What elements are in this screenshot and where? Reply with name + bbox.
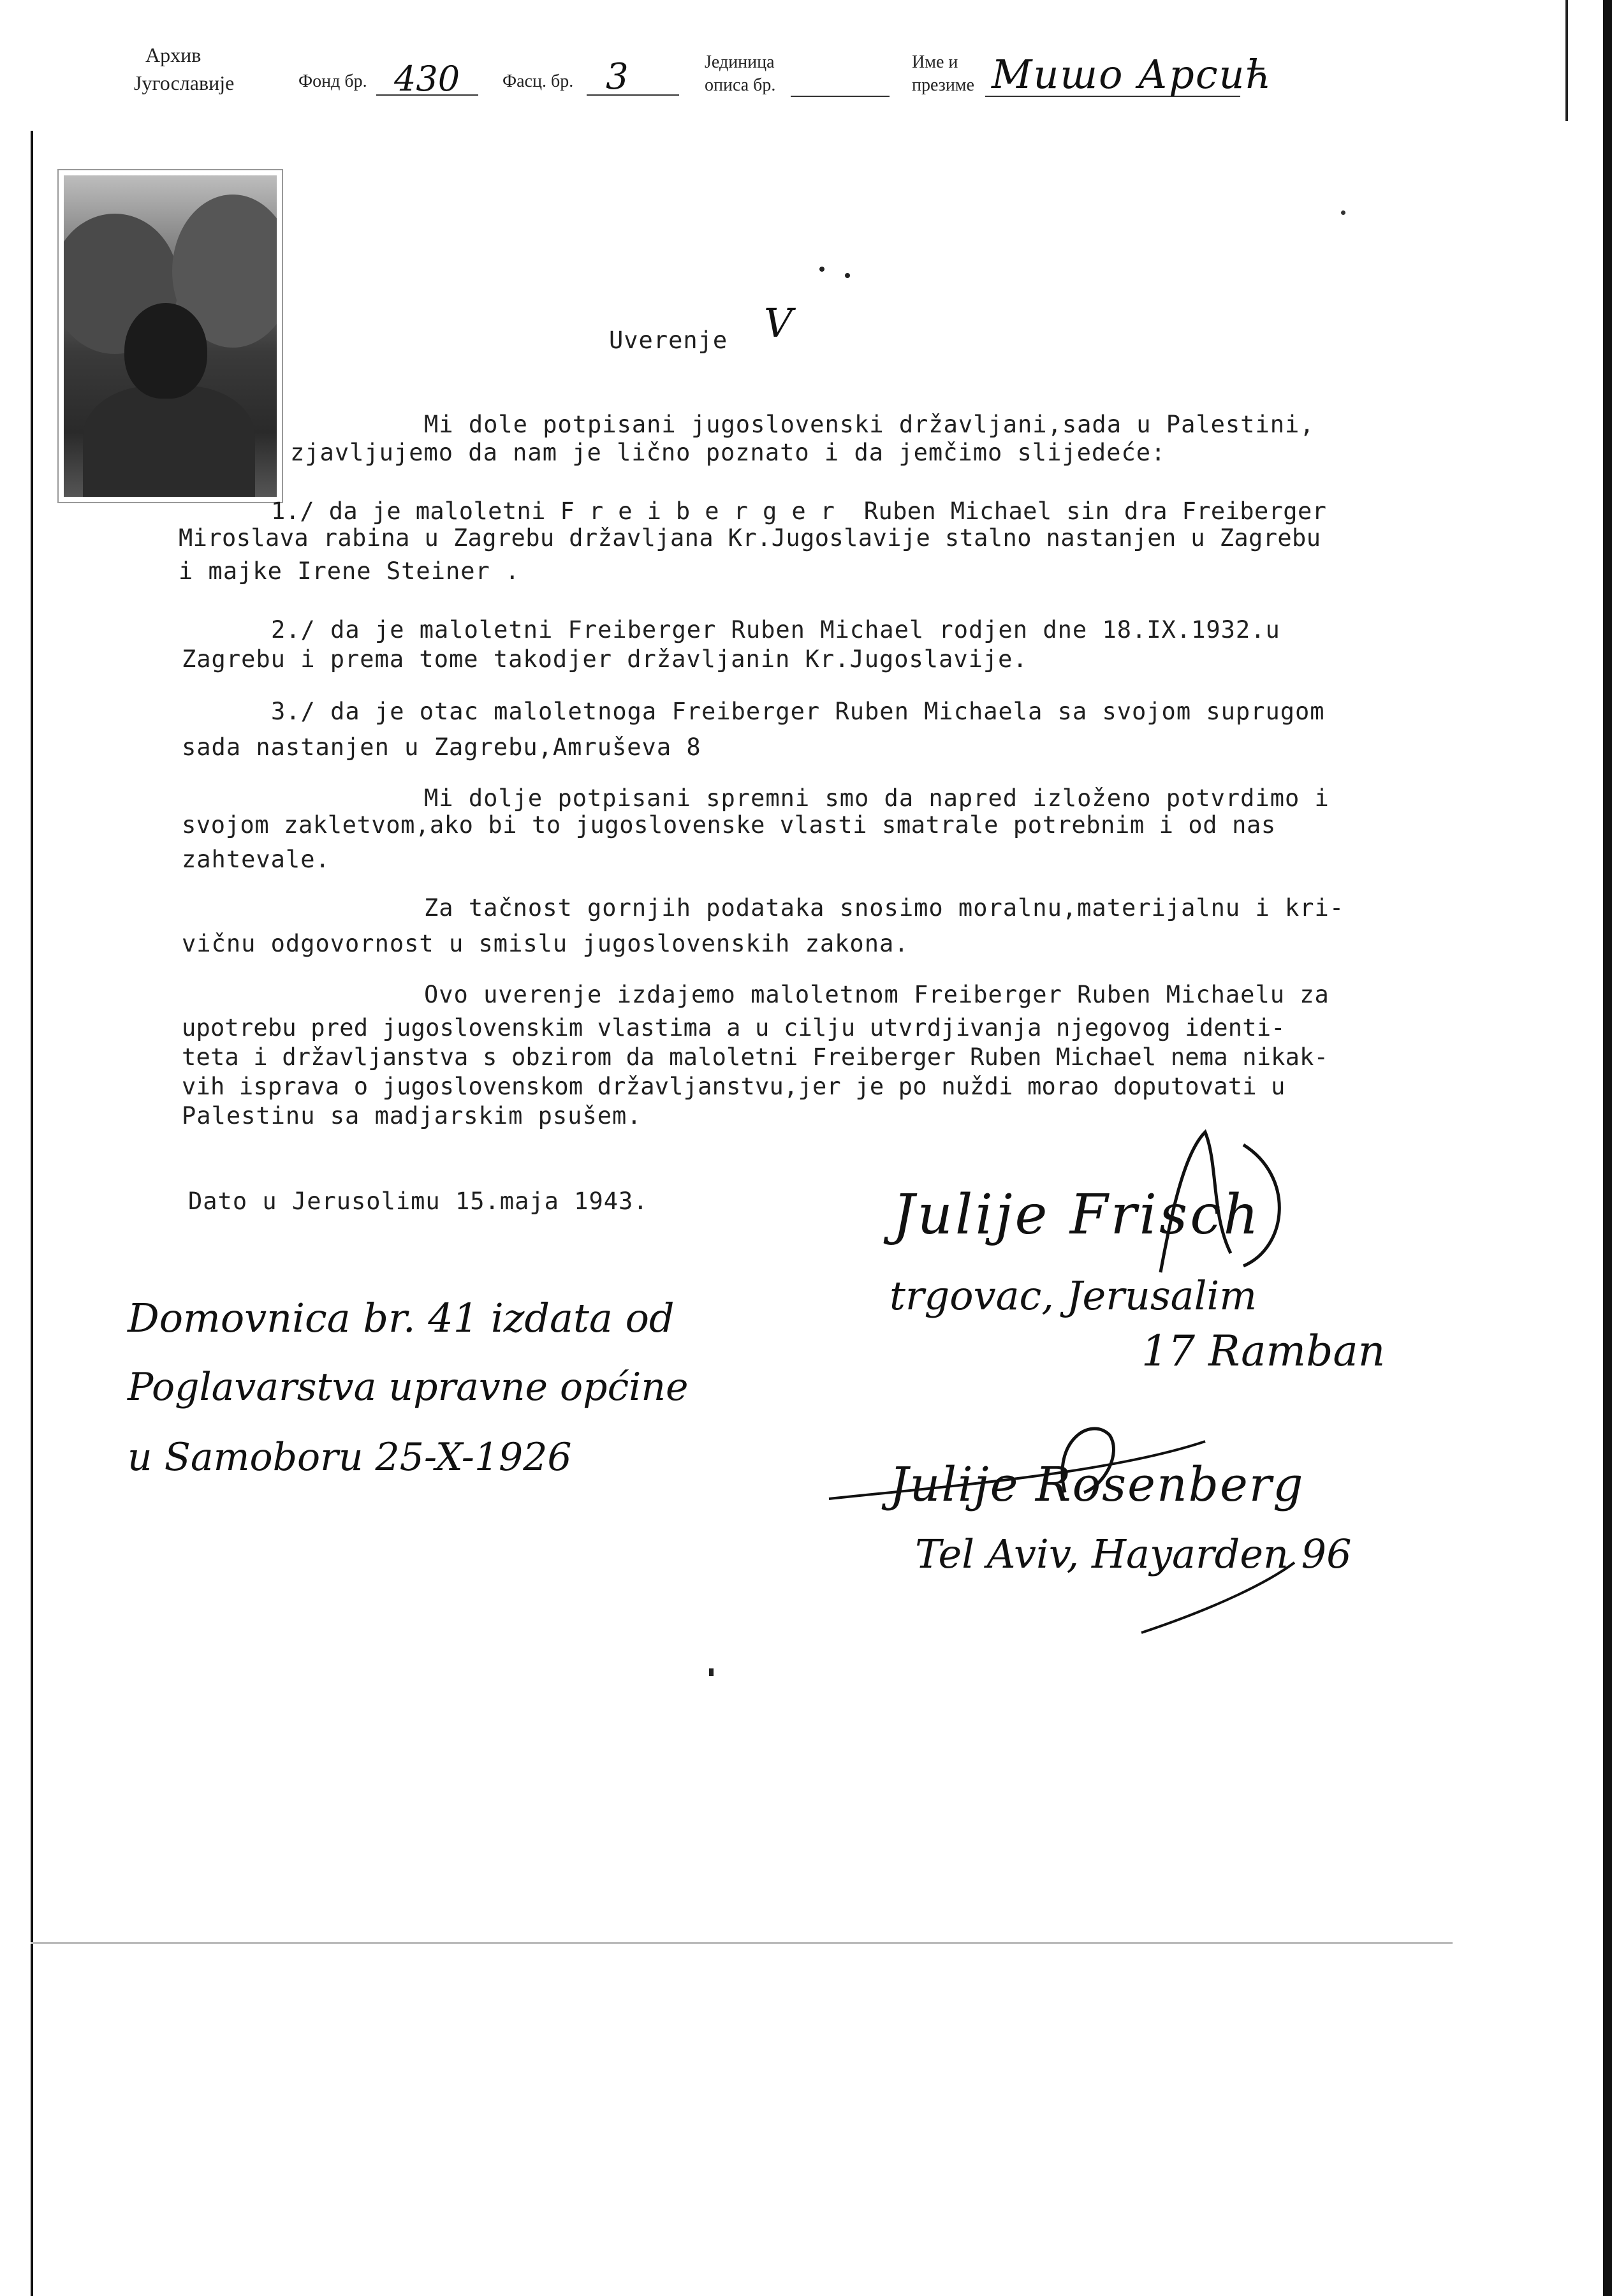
body-line-11: svojom zakletvom,ako bi to jugoslovenske vlasti smatrale potrebnim i od nas [182, 811, 1276, 839]
body-line-9: sada nastanjen u Zagrebu,Amruševa 8 [182, 733, 701, 761]
archive-name-line2: Југославије [134, 71, 235, 94]
body-line-15: Ovo uverenje izdajemo maloletnom Freiberger Ruben Michaelu za [424, 981, 1330, 1008]
body-line-4: Miroslava rabina u Zagrebu državljana Kr.Jugoslavije stalno nastanjen u Zagrebu [179, 524, 1321, 552]
body-line-8: 3./ da je otac maloletnoga Freiberger Ruben Michaela sa svojom suprugom [271, 698, 1325, 725]
ink-dot [845, 273, 850, 278]
body-line-10: Mi dolje potpisani spremni smo da napred izloženo potvrdimo i [424, 784, 1330, 812]
signature-1-name: Julije Frisch [893, 1183, 1261, 1247]
attached-photo [57, 169, 283, 503]
fasc-value: 3 [606, 56, 629, 98]
ink-dot [709, 1668, 714, 1676]
body-line-14: vičnu odgovornost u smislu jugoslovenskih zakona. [182, 930, 909, 957]
body-line-18: vih isprava o jugoslovenskom državljanstvu,jer je po nuždi morao doputovati u [182, 1073, 1286, 1100]
name-label-line2: презиме [912, 75, 974, 95]
body-line-7: Zagrebu i prema tome takodjer državljanin Kr.Jugoslavije. [182, 645, 1028, 673]
page-frame-left-edge [31, 131, 33, 2296]
fond-label: Фонд бр. [298, 71, 367, 91]
signature-2-address: Tel Aviv, Hayarden 96 [915, 1531, 1352, 1577]
body-line-2: zjavljujemo da nam je lično poznato i da jemčimo slijedeće: [290, 439, 1166, 466]
unit-label-line1: Јединица [705, 52, 775, 72]
document-title: Uverenje [609, 327, 728, 354]
body-line-19: Palestinu sa madjarskim psušem. [182, 1102, 642, 1130]
body-line-16: upotrebu pred jugoslovenskim vlastima a u cilju utvrdjivanja njegovog identi- [182, 1014, 1286, 1041]
note-line-3: u Samoboru 25-X-1926 [128, 1435, 572, 1480]
title-check-mark: V [764, 300, 793, 346]
body-line-6: 2./ da je maloletni Freiberger Ruben Michael rodjen dne 18.IX.1932.u [271, 616, 1280, 644]
page-frame-top-right-edge [1565, 0, 1568, 121]
signature-1-address: 17 Ramban [1141, 1327, 1386, 1376]
fasc-underline [587, 94, 679, 96]
signature-2-flourish [823, 1416, 1307, 1645]
fond-value: 430 [394, 59, 460, 99]
date-line: Dato u Jerusolimu 15.maja 1943. [188, 1188, 648, 1215]
name-label-line1: Име и [912, 52, 958, 72]
body-line-13: Za tačnost gornjih podataka snosimo moralnu,materijalnu i kri- [424, 894, 1345, 922]
body-line-1: Mi dole potpisani jugoslovenski državljani,sada u Palestini, [424, 411, 1315, 438]
name-value: Мишо Арсић [992, 51, 1273, 98]
fasc-label: Фасц. бр. [502, 71, 574, 91]
page-frame-bottom-edge [31, 1942, 1453, 1944]
ink-dot [819, 267, 824, 272]
note-line-1: Domovnica br. 41 izdata od [128, 1295, 675, 1341]
body-line-12: zahtevale. [182, 846, 330, 873]
body-line-5: i majke Irene Steiner . [179, 557, 520, 585]
archive-name-line1: Архив [145, 43, 202, 66]
page-frame-right-edge [1603, 0, 1612, 2296]
note-line-2: Poglavarstva upravne općine [128, 1365, 689, 1409]
unit-label-line2: описа бр. [705, 75, 776, 95]
photo-image [64, 175, 277, 497]
signature-2-name: Julije Rosenberg [890, 1457, 1305, 1512]
signature-1-flourish [1148, 1126, 1301, 1279]
unit-underline [791, 96, 890, 97]
body-line-17: teta i državljanstva s obzirom da maloletni Freiberger Ruben Michael nema nikak- [182, 1043, 1329, 1071]
ink-dot [1341, 210, 1345, 215]
signature-1-occupation: trgovac, Jerusalim [890, 1272, 1257, 1319]
body-line-3: 1./ da je maloletni F r e i b e r g e r Ruben Michael sin dra Freiberger [271, 497, 1327, 525]
